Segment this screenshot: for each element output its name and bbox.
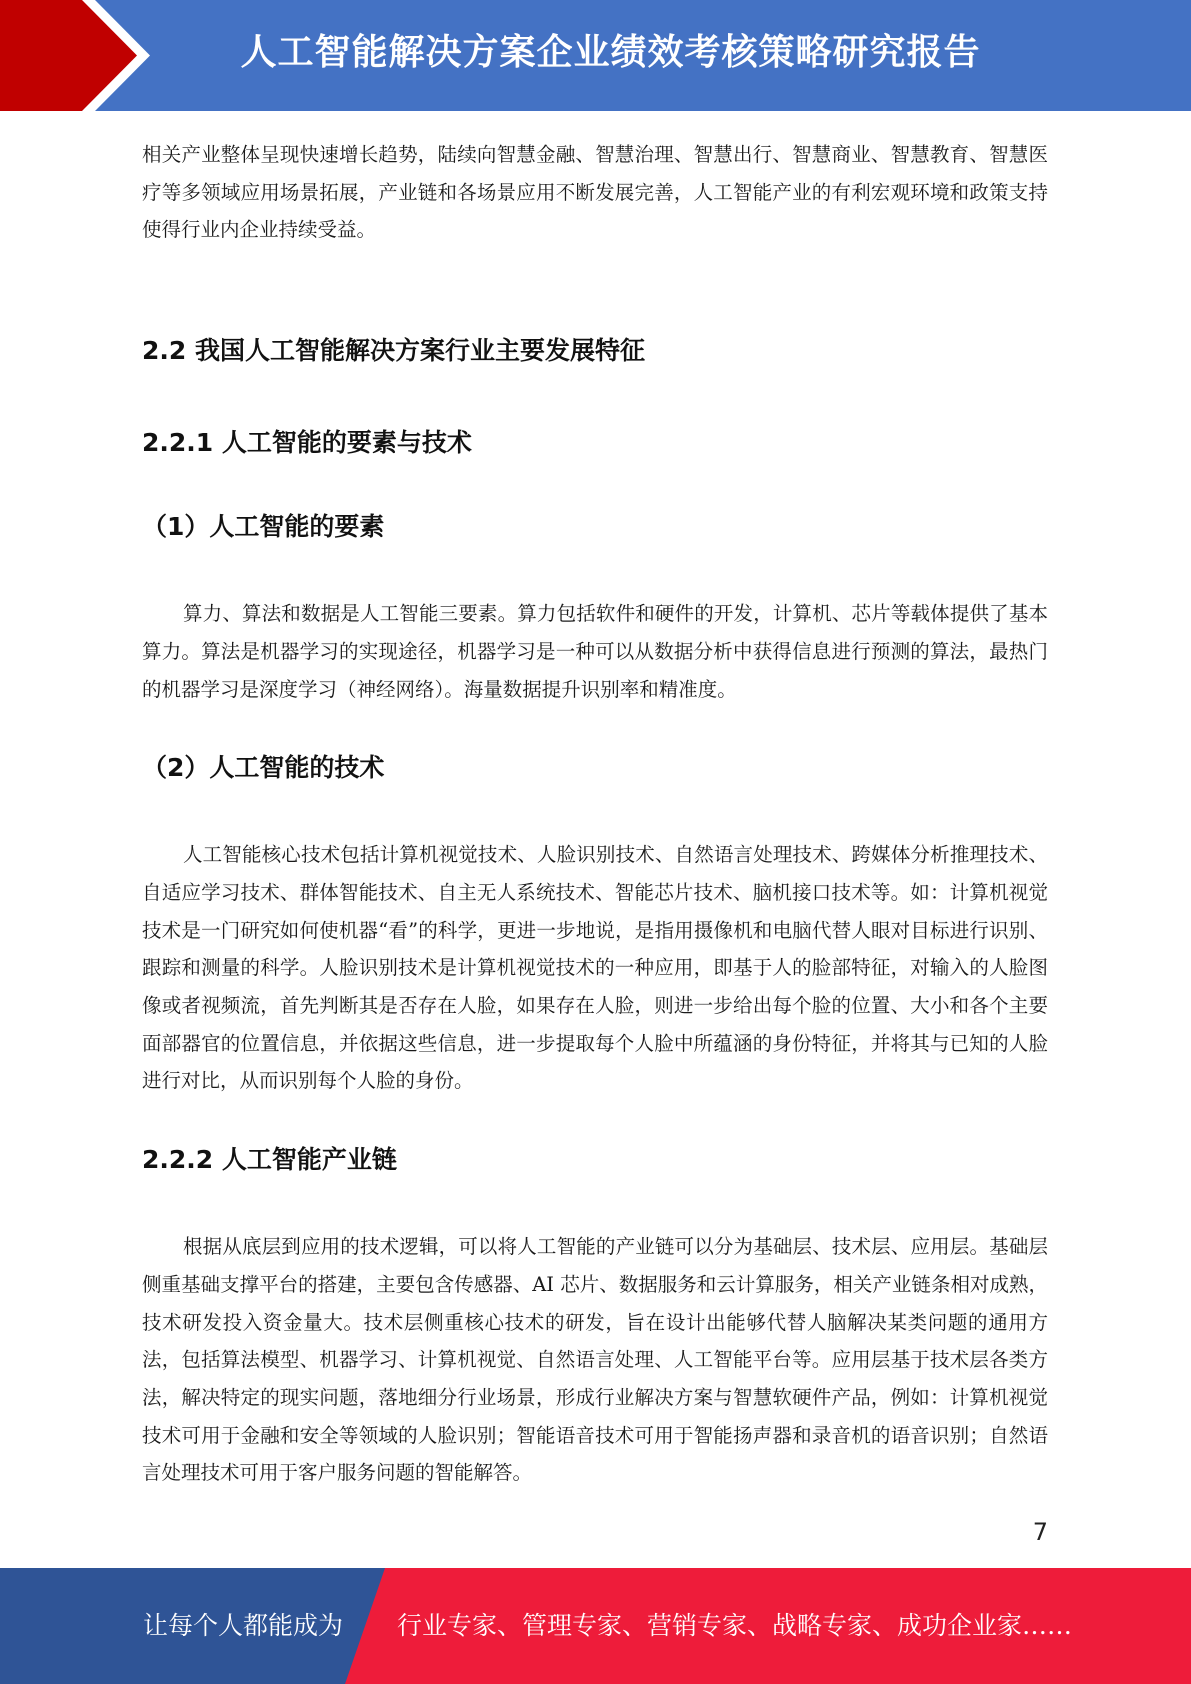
header-banner [0,0,1191,111]
subsection-2-heading: （2）人工智能的技术 [142,753,385,783]
section-2-2-2-paragraph: 根据从底层到应用的技术逻辑，可以将人工智能的产业链可以分为基础层、技术层、应用层。基础层侧重基础支撑平台的搭建，主要包含传感器、AI 芯片、数据服务和云计算服务，相关产业链条相对成熟，技术研发投入资金量大。技术层侧重核心技术的研发，旨在设计出能够代替人脑解决某类问题的通用方法，包括算法模型、机器学习、计算机视觉、自然语言处理、人工智能平台等。应用层基于技术层各类方法，解决特定的现实问题，落地细分行业场景，形成行业解决方案与智慧软硬件产品，例如：计算机视觉技术可用于金融和安全等领域的人脸识别；智能语音技术可用于智能扬声器和录音机的语音识别；自然语言处理技术可用于客户服务问题的智能解答。 [142,1235,1048,1485]
page-number: 7 [1032,1518,1048,1546]
subsection-1-paragraph: 算力、算法和数据是人工智能三要素。算力包括软件和硬件的开发，计算机、芯片等载体提供了基本算力。算法是机器学习的实现途径，机器学习是一种可以从数据分析中获得信息进行预测的算法，最热门的机器学习是深度学习（神经网络）。海量数据提升识别率和精准度。 [142,602,1048,701]
document-body [142,136,1048,1492]
header-chevron-decoration [0,0,150,111]
footer-slogan-left: 让每个人都能成为 [143,1611,344,1640]
intro-paragraph: 相关产业整体呈现快速增长趋势，陆续向智慧金融、智慧治理、智慧出行、智慧商业、智慧教育、智慧医疗等多领域应用场景拓展，产业链和各场景应用不断发展完善，人工智能产业的有利宏观环境和政策支持使得行业内企业持续受益。 [142,143,1048,242]
subsection-2-paragraph: 人工智能核心技术包括计算机视觉技术、人脸识别技术、自然语言处理技术、跨媒体分析推理技术、自适应学习技术、群体智能技术、自主无人系统技术、智能芯片技术、脑机接口技术等。如：计算机视觉技术是一门研究如何使机器“看”的科学，更进一步地说，是指用摄像机和电脑代替人眼对目标进行识别、跟踪和测量的科学。人脸识别技术是计算机视觉技术的一种应用，即基于人的脸部特征，对输入的人脸图像或者视频流，首先判断其是否存在人脸，如果存在人脸，则进一步给出每个脸的位置、大小和各个主要面部器官的位置信息，并依据这些信息，进一步提取每个人脸中所蕴涵的身份特征，并将其与已知的人脸进行对比，从而识别每个人脸的身份。 [142,843,1048,1093]
footer-slogan-right: 行业专家、管理专家、营销专家、战略专家、成功企业家…… [397,1611,1073,1640]
section-2-2-heading: 2.2 我国人工智能解决方案行业主要发展特征 [142,336,645,366]
footer-banner [0,1568,1191,1684]
report-title: 人工智能解决方案企业绩效考核策略研究报告 [240,32,981,73]
subsection-1-heading: （1）人工智能的要素 [142,512,385,542]
section-2-2-2-heading: 2.2.2 人工智能产业链 [142,1145,397,1175]
section-2-2-1-heading: 2.2.1 人工智能的要素与技术 [142,428,472,458]
